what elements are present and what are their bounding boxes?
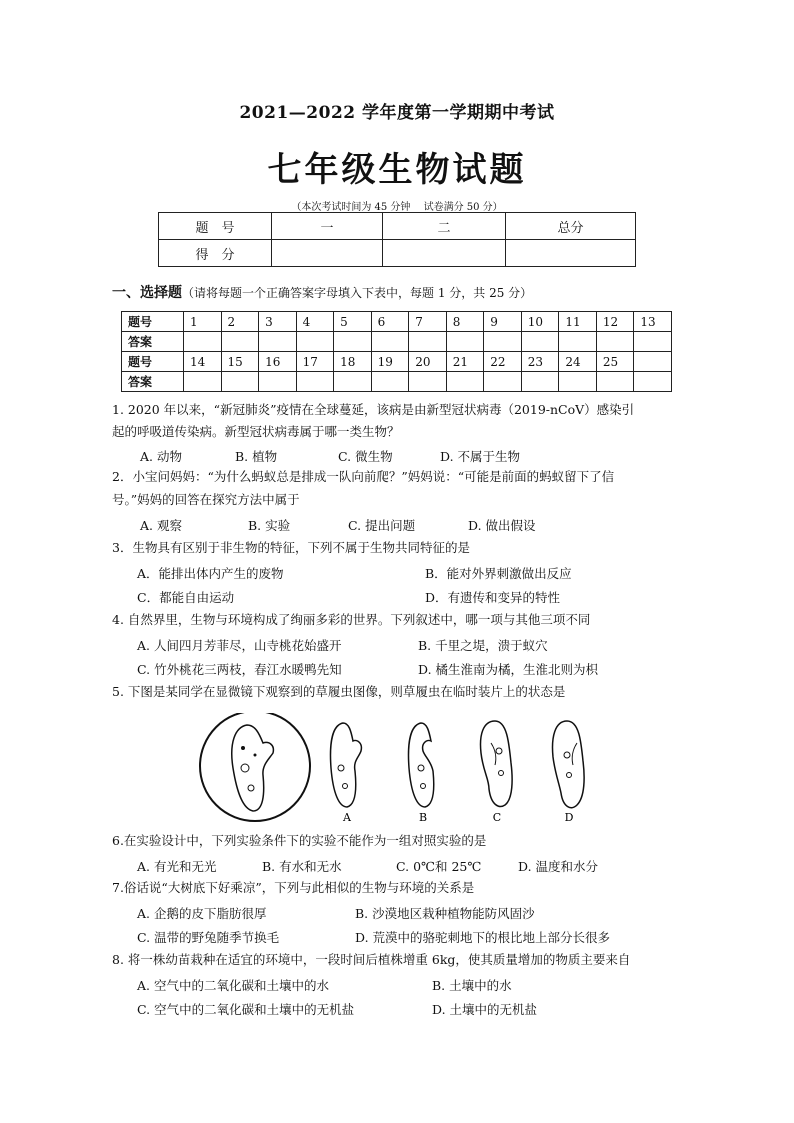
q7-option-a: A. 企鹅的皮下脂肪很厚 [137,906,267,921]
question-2-line-1: 2．小宝问妈妈：“为什么蚂蚁总是排成一队向前爬？”妈妈说：“可能是前面的蚂蚁留下了信 [112,469,615,484]
exam-title: 2021—2022 学年度第一学期期中考试 [239,103,555,123]
score-cell[interactable] [272,240,383,267]
answer-cell[interactable] [334,332,372,352]
grid-number: 24 [559,352,597,372]
score-table [158,212,636,267]
answer-cell[interactable] [259,332,297,352]
answer-cell[interactable] [259,372,297,392]
question-4-line-1: 4. 自然界里，生物与环境构成了绚丽多彩的世界。下列叙述中，哪一项与其他三项不同 [112,612,591,627]
score-header-cell: 二 [383,213,506,240]
q1-option-c: C. 微生物 [338,449,393,464]
grid-number: 8 [446,312,484,332]
option-a-paramecium [331,723,362,807]
q1-option-a: A. 动物 [140,449,182,464]
grid-number: 9 [484,312,522,332]
option-c-paramecium [481,721,513,806]
q3-option-c: C．都能自由运动 [137,590,235,605]
grid-number: 19 [371,352,409,372]
q7-option-d: D. 荒漠中的骆驼刺地下的根比地上部分长很多 [355,930,611,945]
question-1-line-2: 起的呼吸道传染病。新型冠状病毒属于哪一类生物？ [112,424,400,439]
q1-option-d: D. 不属于生物 [440,449,521,464]
score-cell[interactable] [506,240,636,267]
q3-option-b: B．能对外界刺激做出反应 [425,566,572,581]
grid-number: 20 [409,352,447,372]
q2-option-d: D. 做出假设 [468,518,536,533]
grid-number [634,352,672,372]
grid-label: 答案 [122,332,184,352]
score-row-label: 得 分 [159,240,272,267]
grid-number: 2 [221,312,259,332]
answer-cell[interactable] [596,332,634,352]
answer-cell[interactable] [559,372,597,392]
answer-cell[interactable] [221,372,259,392]
q6-option-b: B. 有水和无水 [262,859,342,874]
grid-label: 题号 [122,352,184,372]
answer-cell[interactable] [296,332,334,352]
option-b-paramecium [409,723,434,807]
q2-option-a: A. 观察 [140,518,182,533]
grid-number: 6 [371,312,409,332]
answer-cell[interactable] [409,332,447,352]
question-8-line-1: 8. 将一株幼苗栽种在适宜的环境中，一段时间后植株增重 6kg，使其质量增加的物质主要来自 [112,952,631,967]
question-6-line-1: 6.在实验设计中，下列实验条件下的实验不能作为一组对照实验的是 [112,833,487,848]
q4-option-b: B. 千里之堤，溃于蚁穴 [418,638,548,653]
exam-note: （本次考试时间为 45 分钟 试卷满分 50 分） [291,202,503,213]
grid-number: 4 [296,312,334,332]
answer-cell[interactable] [221,332,259,352]
score-header-cell: 一 [272,213,383,240]
grid-number: 22 [484,352,522,372]
section-heading [112,282,532,302]
section-instruction: （请将每题一个正确答案字母填入下表中，每题 1 分，共 25 分） [182,286,533,300]
q6-option-c: C. 0℃和 25℃ [396,859,482,874]
figure-label-a: A [343,811,351,823]
q7-option-b: B. 沙漠地区栽种植物能防风固沙 [355,906,535,921]
answer-grid [121,311,672,392]
answer-cell[interactable] [559,332,597,352]
q4-option-a: A. 人间四月芳菲尽，山寺桃花始盛开 [137,638,342,653]
answer-cell[interactable] [634,332,672,352]
grid-number: 25 [596,352,634,372]
grid-number: 3 [259,312,297,332]
grid-label: 答案 [122,372,184,392]
grid-number: 7 [409,312,447,332]
question-2-line-2: 号。”妈妈的回答在探究方法中属于 [112,492,300,507]
q2-option-b: B. 实验 [248,518,291,533]
section-title: 一、选择题 [112,285,182,301]
q8-option-c: C. 空气中的二氧化碳和土壤中的无机盐 [137,1002,355,1017]
answer-cell[interactable] [484,332,522,352]
answer-cell[interactable] [446,332,484,352]
grid-number: 12 [596,312,634,332]
grid-number: 15 [221,352,259,372]
question-1-line-1: 1. 2020 年以来，“新冠肺炎”疫情在全球蔓延，该病是由新型冠状病毒（2019-nCoV）感染引 [112,402,635,417]
grid-number: 17 [296,352,334,372]
answer-cell[interactable] [334,372,372,392]
answer-cell[interactable] [596,372,634,392]
q8-option-a: A. 空气中的二氧化碳和土壤中的水 [137,978,329,993]
answer-cell[interactable] [521,332,559,352]
q4-option-d: D. 橘生淮南为橘，生淮北则为枳 [418,662,599,677]
q3-option-a: A．能排出体内产生的废物 [137,566,284,581]
answer-cell[interactable] [371,372,409,392]
answer-cell[interactable] [484,372,522,392]
answer-cell[interactable] [296,372,334,392]
q8-option-b: B. 土壤中的水 [432,978,512,993]
grid-number: 10 [521,312,559,332]
answer-cell[interactable] [446,372,484,392]
grid-number: 14 [184,352,222,372]
figure-label-d: D [564,811,574,823]
answer-cell[interactable] [409,372,447,392]
q7-option-c: C. 温带的野兔随季节换毛 [137,930,280,945]
q6-option-a: A. 有光和无光 [137,859,217,874]
figure-label-b: B [418,811,428,823]
q2-option-c: C. 提出问题 [348,518,416,533]
figure-label-c: C [492,811,502,823]
q4-option-c: C. 竹外桃花三两枝，春江水暖鸭先知 [137,662,342,677]
grid-number: 11 [559,312,597,332]
score-header-cell: 总分 [506,213,636,240]
grid-label: 题号 [122,312,184,332]
q6-option-d: D. 温度和水分 [518,859,599,874]
q8-option-d: D. 土壤中的无机盐 [432,1002,538,1017]
option-d-paramecium [553,721,585,808]
microscope-view [200,713,310,821]
grid-number: 16 [259,352,297,372]
score-cell[interactable] [383,240,506,267]
question-3-line-1: 3．生物具有区别于非生物的特征，下列不属于生物共同特征的是 [112,540,470,555]
grid-number: 23 [521,352,559,372]
answer-cell[interactable] [371,332,409,352]
answer-cell[interactable] [184,332,222,352]
question-5-line-1: 5. 下图是某同学在显微镜下观察到的草履虫图像，则草履虫在临时装片上的状态是 [112,684,566,699]
answer-cell[interactable] [521,372,559,392]
paramecium-figure [195,713,615,823]
answer-cell[interactable] [184,372,222,392]
answer-cell[interactable] [634,372,672,392]
subject-title: 七年级生物试题 [267,150,527,190]
grid-number: 13 [634,312,672,332]
question-7-line-1: 7.俗话说“大树底下好乘凉”，下列与此相似的生物与环境的关系是 [112,880,475,895]
grid-number: 5 [334,312,372,332]
grid-number: 21 [446,352,484,372]
score-header-cell: 题 号 [159,213,272,240]
q1-option-b: B. 植物 [235,449,278,464]
grid-number: 1 [184,312,222,332]
grid-number: 18 [334,352,372,372]
q3-option-d: D．有遗传和变异的特性 [425,590,561,605]
